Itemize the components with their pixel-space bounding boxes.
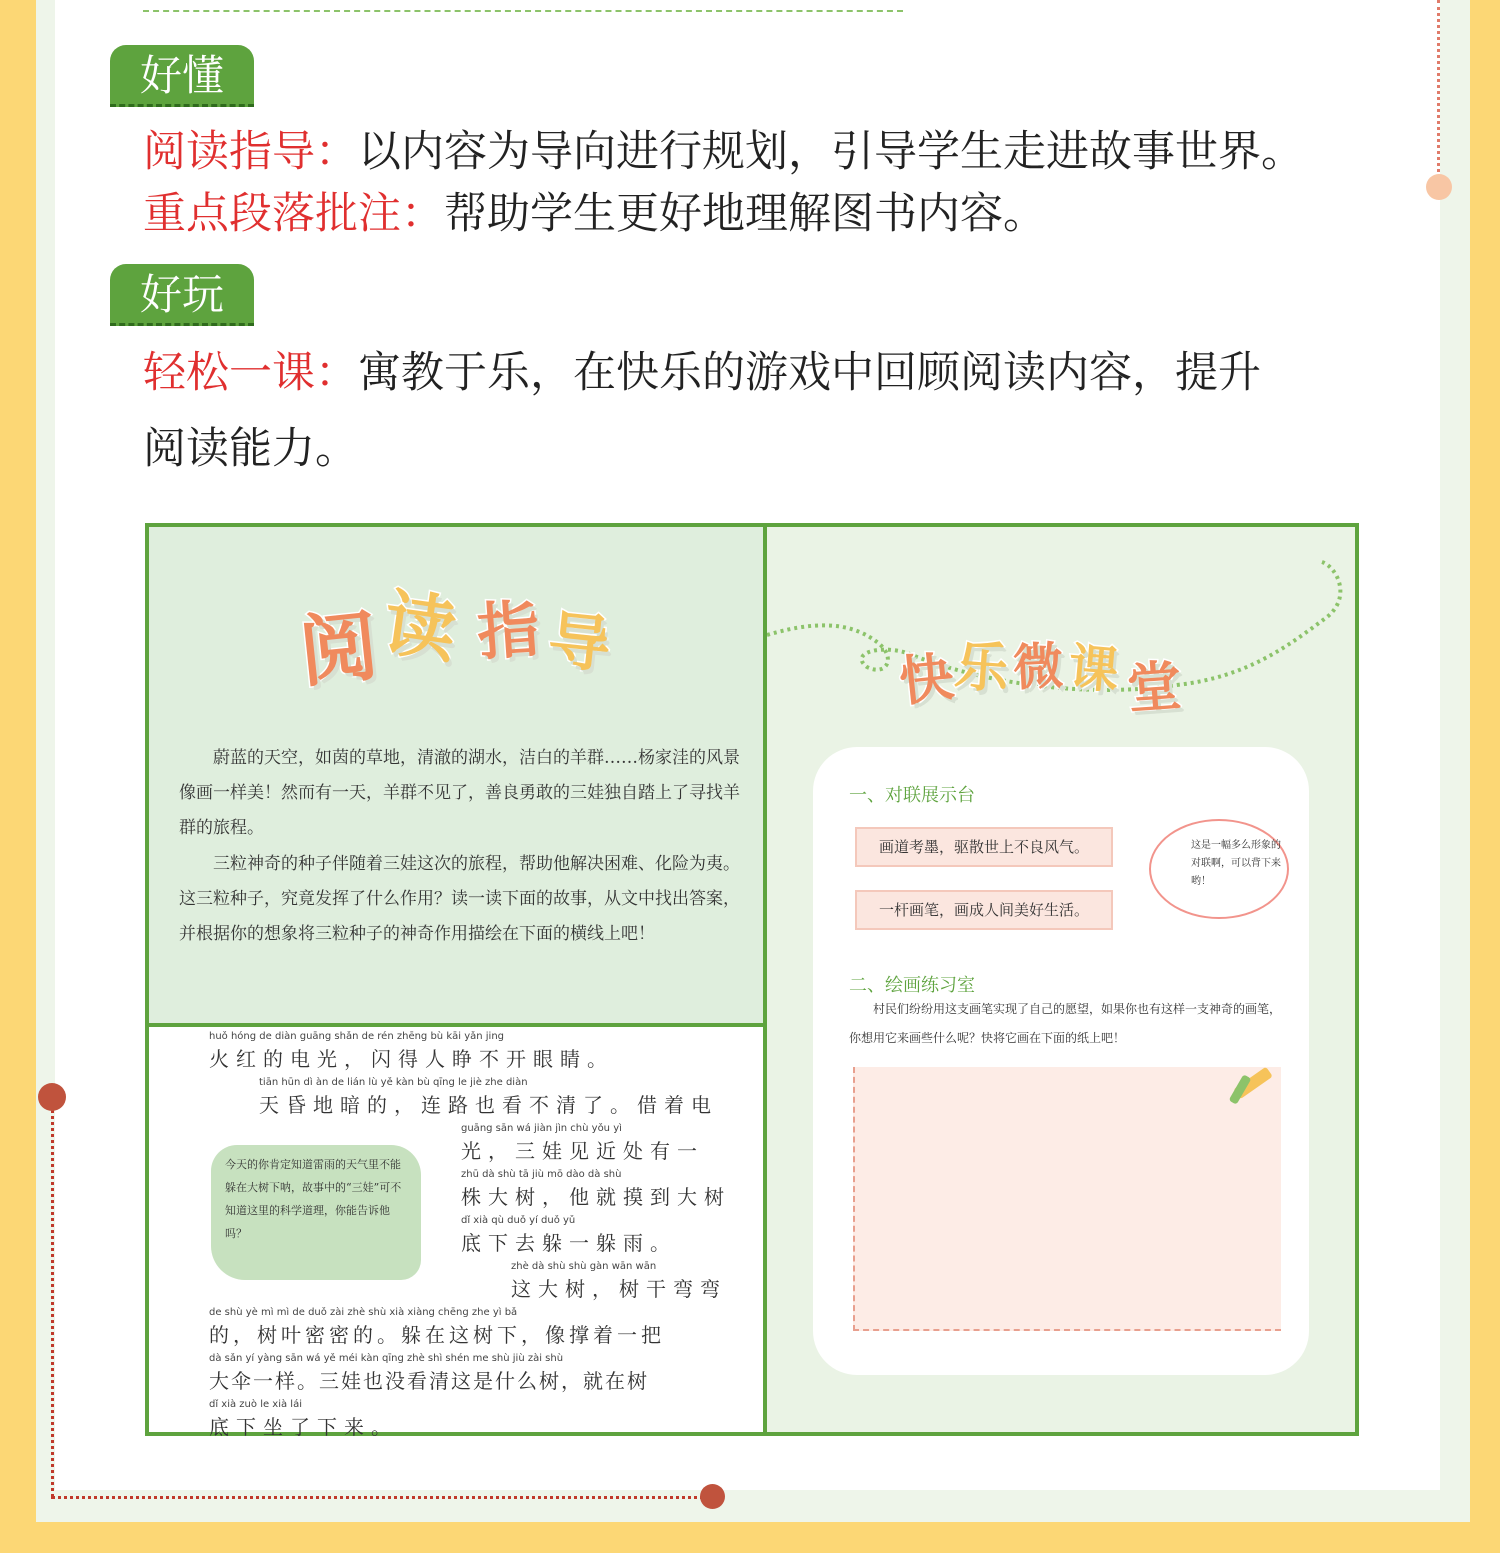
right-dotted-line	[1437, 0, 1440, 185]
pinyin: tiān hūn dì àn de lián lù yě kàn bù qīng le jiè zhe diàn	[259, 1077, 528, 1088]
happy-lesson-title	[896, 617, 1219, 727]
feature-line-easy-lesson	[143, 348, 1261, 400]
feature-line-reading-guide	[143, 127, 1304, 179]
pinyin: dà sǎn yí yàng sān wá yě méi kàn qīng zhè shì shén me shù jiù zài shù	[209, 1353, 564, 1364]
tag-haowan: 好玩	[110, 264, 254, 326]
story-line: 天昏地暗的，连路也看不清了。借着电	[259, 1093, 718, 1117]
reading-guide-title	[295, 567, 639, 699]
bottom-dot-ornament	[700, 1484, 725, 1509]
title-char: 阅	[295, 601, 383, 699]
pinyin: zhè dà shù shù gàn wān wān	[511, 1261, 657, 1272]
feature-label: 阅读指导：	[143, 127, 358, 177]
story-line: 底下去躲一躲雨。	[461, 1231, 677, 1255]
couplet-heading: 一、对联展示台	[849, 785, 975, 806]
feature-text: 帮助学生更好地理解图书内容。	[444, 189, 1046, 239]
guide-paragraph-2: 三粒神奇的种子伴随着三娃这次的旅程，帮助他解决困难、化险为夷。这三粒种子，究竟发挥了什么作用？读一读下面的故事，从文中找出答案，并根据你的想象将三粒种子的神奇作用描绘在下面的横线上吧！	[179, 854, 740, 944]
tag-haodong: 好懂	[110, 45, 254, 107]
feature-line-annotations	[143, 189, 1046, 241]
book-preview-frame	[145, 523, 1359, 1439]
pinyin: huǒ hóng de diàn guāng shǎn de rén zhēng bù kāi yǎn jing	[209, 1031, 504, 1042]
pinyin: guāng sān wá jiàn jìn chù yǒu yì	[461, 1123, 622, 1134]
annotation-note: 今天的你肯定知道雷雨的天气里不能躲在大树下呐，故事中的“三娃”可不知道这里的科学道理，你能告诉他吗？	[211, 1145, 421, 1280]
title-char: 微	[1011, 636, 1065, 698]
right-dot-ornament	[1426, 174, 1452, 200]
story-line: 的，树叶密密的。躲在这树下，像撑着一把	[209, 1323, 665, 1347]
feature-label: 重点段落批注：	[143, 189, 444, 239]
title-char: 读	[378, 580, 462, 674]
drawing-heading: 二、绘画练习室	[849, 975, 975, 996]
bottom-dotted-line	[51, 1496, 711, 1499]
title-char: 快	[896, 645, 957, 714]
left-page-divider	[149, 1023, 763, 1027]
left-dot-ornament	[38, 1083, 66, 1111]
pinyin: zhū dà shù tā jiù mō dào dà shù	[461, 1169, 622, 1180]
story-line: 底下坐了下来。	[209, 1415, 398, 1439]
pinyin: dǐ xià qù duǒ yí duǒ yǔ	[461, 1215, 576, 1226]
story-line: 大伞一样。三娃也没看清这是什么树，就在树	[209, 1369, 649, 1393]
story-line: 株大树，他就摸到大树	[461, 1185, 731, 1209]
title-char: 堂	[1125, 654, 1184, 721]
feature-line-easy-lesson-cont: 阅读能力。	[143, 424, 358, 474]
couplet-line: 一杆画笔，画成人间美好生活。	[855, 890, 1113, 930]
left-dotted-line	[51, 1097, 54, 1497]
feature-label: 轻松一课：	[143, 348, 358, 398]
title-char: 课	[1066, 637, 1122, 701]
title-char: 导	[544, 602, 615, 683]
couplet-line: 画道考墨，驱散世上不良风气。	[855, 827, 1113, 867]
title-char: 指	[474, 591, 542, 670]
story-line: 火红的电光，闪得人睁不开眼睛。	[209, 1047, 614, 1071]
pinyin: de shù yè mì mì de duǒ zài zhè shù xià xiàng chēng zhe yì bǎ	[209, 1307, 518, 1318]
feature-text: 寓教于乐，在快乐的游戏中回顾阅读内容，提升	[358, 348, 1261, 398]
feature-text: 以内容为导向进行规划，引导学生走进故事世界。	[358, 127, 1304, 177]
title-char: 乐	[952, 634, 1011, 701]
speech-bubble: 这是一幅多么形象的对联啊，可以背下来哟！	[1149, 819, 1289, 919]
drawing-area	[853, 1067, 1281, 1331]
drawing-instructions: 村民们纷纷用这支画笔实现了自己的愿望，如果你也有这样一支神奇的画笔，你想用它来画些什么呢？快将它画在下面的纸上吧！	[849, 1002, 1282, 1045]
top-dashed-divider	[143, 10, 903, 12]
story-line: 这大树，树干弯弯	[511, 1277, 727, 1301]
guide-paragraph-1: 蔚蓝的天空，如茵的草地，清澈的湖水，洁白的羊群……杨家洼的风景像画一样美！然而有一天，羊群不见了，善良勇敢的三娃独自踏上了寻找羊群的旅程。	[179, 748, 740, 838]
pinyin: dǐ xià zuò le xià lái	[209, 1399, 302, 1410]
story-line: 光，三娃见近处有一	[461, 1139, 704, 1163]
